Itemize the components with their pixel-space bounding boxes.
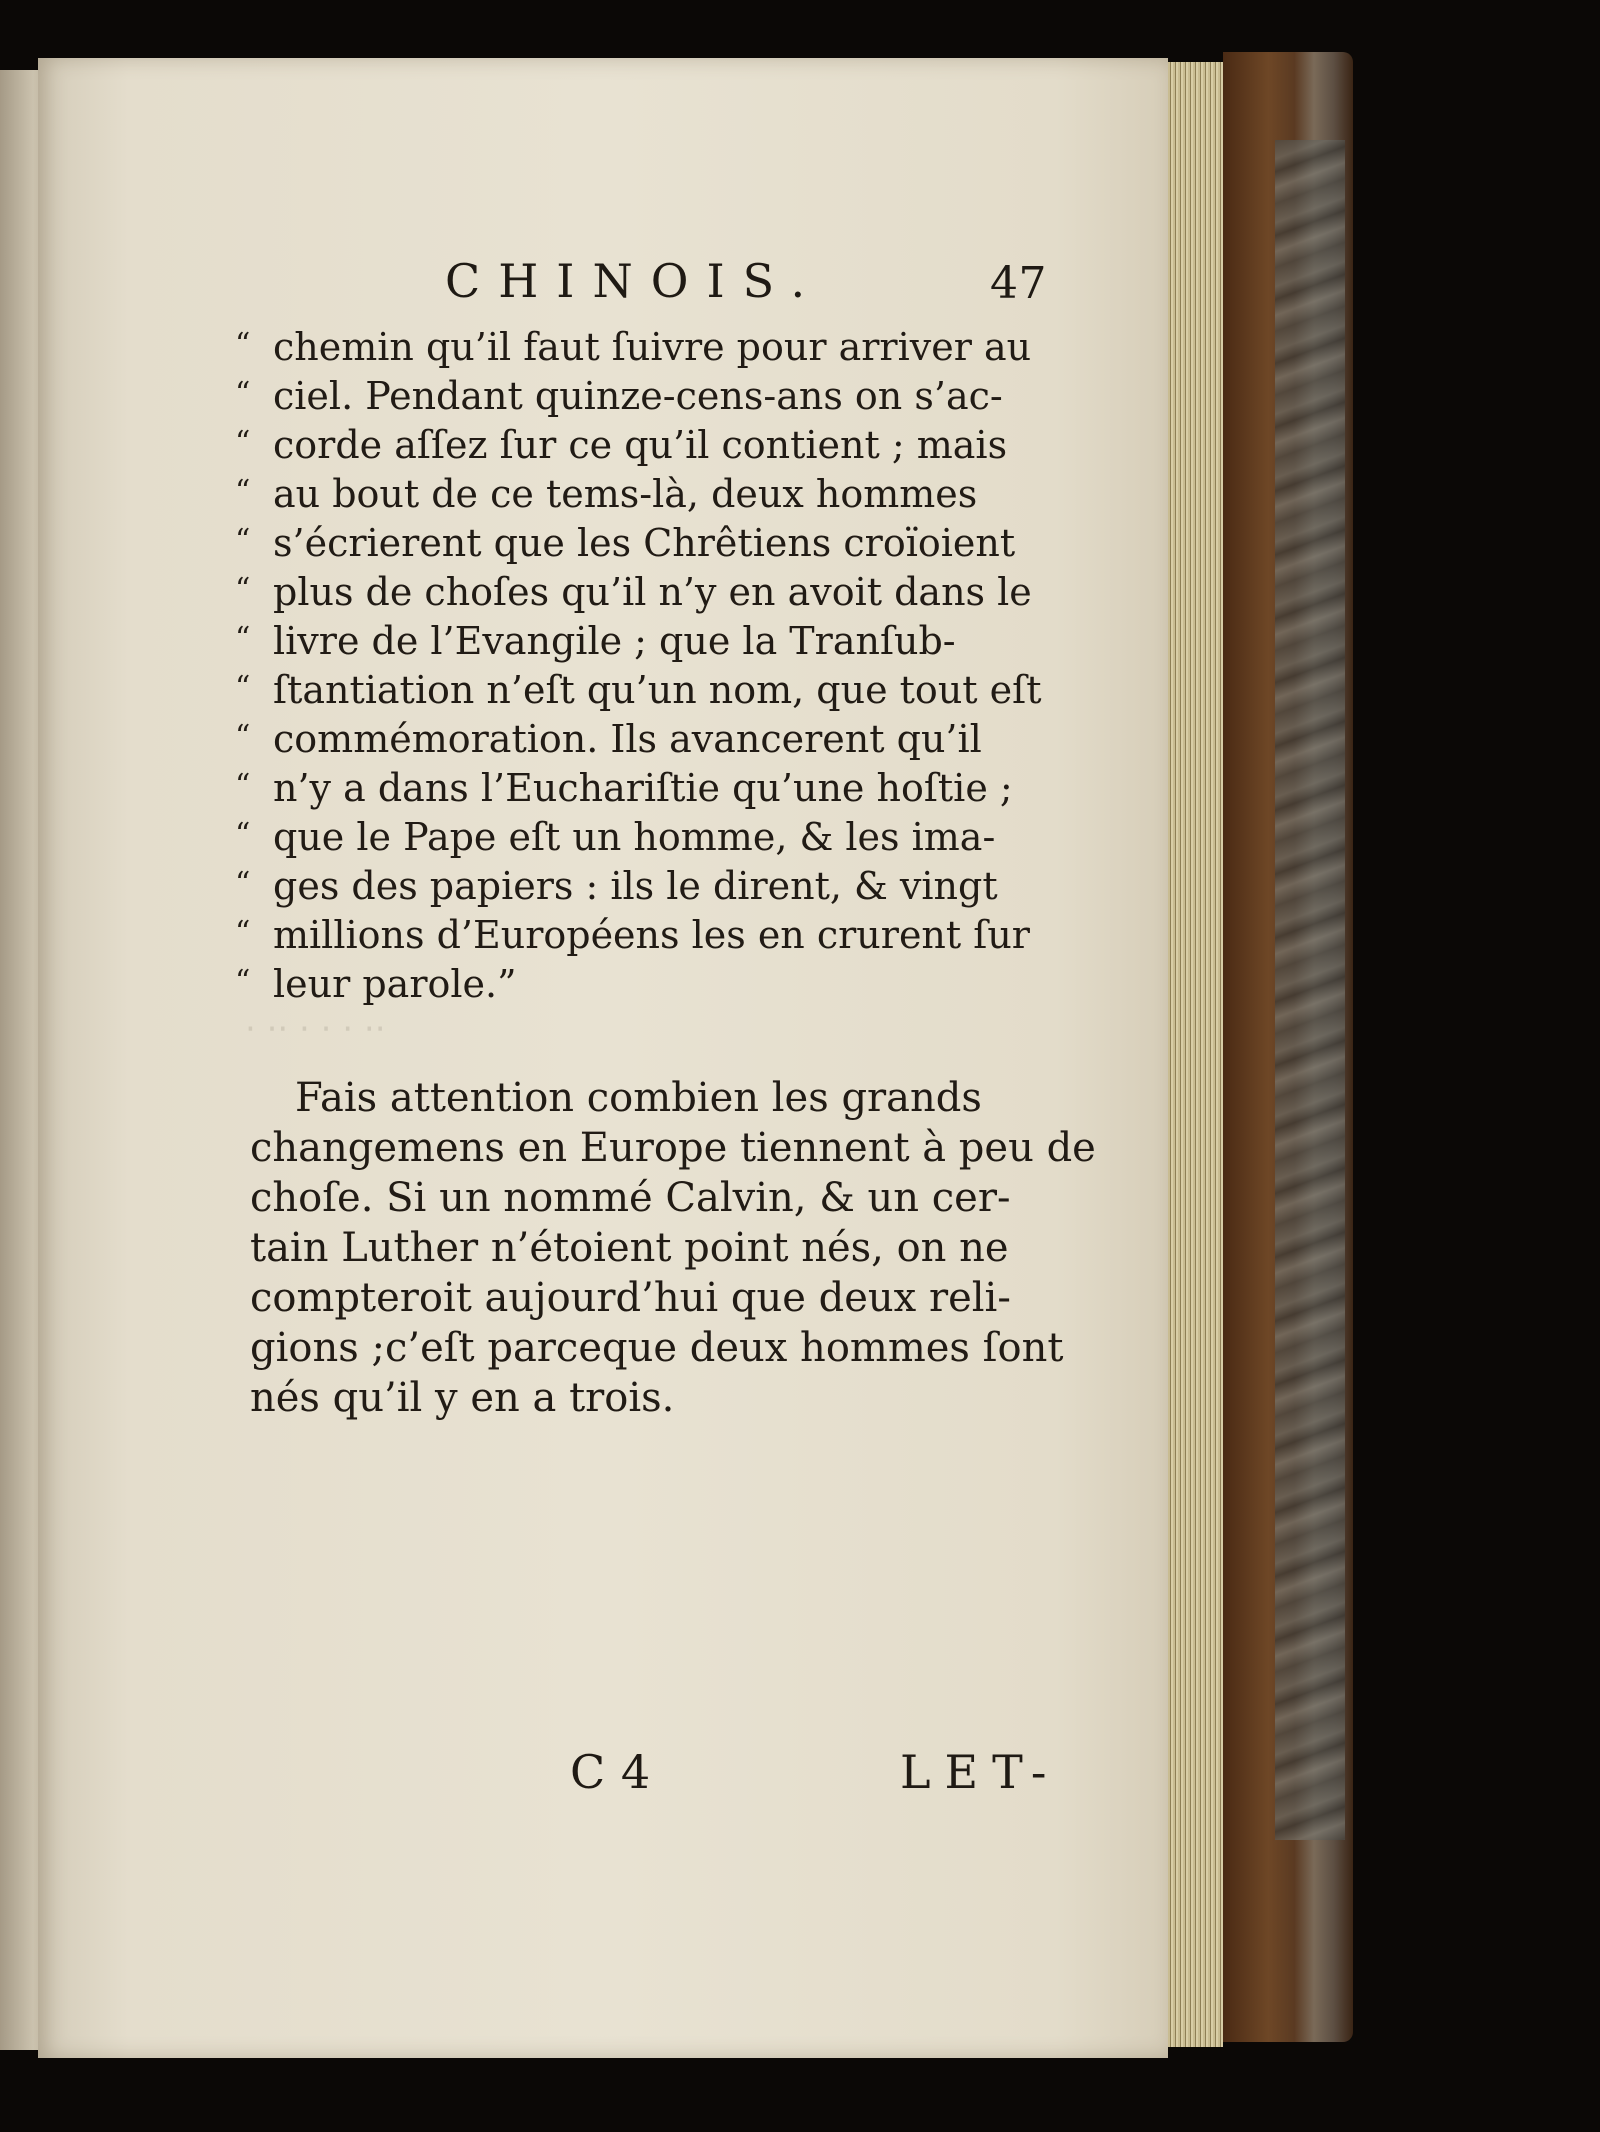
quote-line [235,815,995,859]
quote-mark: “ [235,474,251,509]
running-head: CHINOIS. [445,254,824,308]
quote-line [235,423,1007,467]
quote-mark: “ [235,768,251,803]
page-block-edges [1168,62,1223,2047]
quote-line-text: que le Pape eſt un homme, & les ima- [273,815,996,859]
paragraph-line: tain Luther n’étoient point nés, on ne [250,1225,1009,1271]
quote-mark: “ [235,572,251,607]
quote-line-text: ciel. Pendant quinze-cens-ans on s’ac- [273,374,1003,418]
quote-line [235,570,1032,614]
quote-line-text: chemin qu’il faut ſuivre pour arriver au [273,325,1032,369]
quote-line-text: livre de l’Evangile ; que la Tranſub- [273,619,956,663]
quote-line-text: au bout de ce tems-là, deux hommes [273,472,978,516]
quote-line-text: corde aſſez ſur ce qu’il contient ; mais [273,423,1008,467]
quote-mark: “ [235,866,251,901]
show-through-text: ‧ ‧‧ ‧ ‧ ‧ ‧‧ [245,1010,386,1050]
signature-mark: C 4 [570,1745,651,1799]
paragraph-line: compteroit aujourd’hui que deux reli- [250,1275,1011,1321]
quote-mark: “ [235,523,251,558]
quote-line [235,766,1013,810]
quote-mark: “ [235,621,251,656]
quote-line [235,325,1031,369]
quote-line-text: ſtantiation n’eſt qu’un nom, que tout eſt [273,668,1042,712]
quote-line [235,962,517,1006]
page-number: 47 [990,258,1047,309]
quote-mark: “ [235,670,251,705]
quote-line-text: millions d’Européens les en crurent ſur [273,913,1030,957]
quote-line-text: leur parole.” [273,962,517,1006]
quote-line [235,472,977,516]
quote-line [235,668,1041,712]
quote-line [235,521,1015,565]
quote-mark: “ [235,425,251,460]
quote-line-text: plus de choſes qu’il n’y en avoit dans le [273,570,1032,614]
quote-mark: “ [235,964,251,999]
quote-line [235,913,1030,957]
quote-line [235,864,998,908]
paragraph-line: gions ;c’eſt parceque deux hommes ſont [250,1325,1064,1371]
quote-mark: “ [235,376,251,411]
quote-line-text: commémoration. Ils avancerent qu’il [273,717,982,761]
quote-mark: “ [235,719,251,754]
paragraph-line: Fais attention combien les grands [295,1075,982,1121]
quote-mark: “ [235,327,251,362]
paragraph-line: changemens en Europe tiennent à peu de [250,1125,1096,1171]
paragraph-line: nés qu’il y en a trois. [250,1375,675,1421]
quote-line [235,619,956,663]
quote-line [235,717,982,761]
quote-line [235,374,1003,418]
quote-line-text: n’y a dans l’Euchariſtie qu’une hoſtie ; [273,766,1013,810]
quote-line-text: ges des papiers : ils le dirent, & vingt [273,864,998,908]
quote-line-text: s’écrierent que les Chrêtiens croïoient [273,521,1016,565]
quote-mark: “ [235,817,251,852]
marbled-board [1275,140,1345,1840]
quote-mark: “ [235,915,251,950]
paragraph-line: choſe. Si un nommé Calvin, & un cer- [250,1175,1011,1221]
catchword: LET- [900,1745,1061,1799]
